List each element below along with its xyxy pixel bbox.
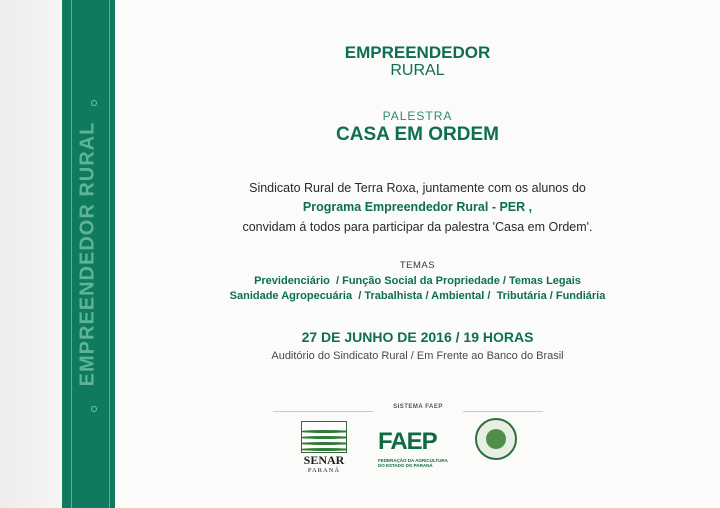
faep-subtitle: FEDERAÇÃO DA AGRICULTURA DO ESTADO DO PARANÁ	[378, 458, 448, 468]
senar-subtitle: PARANÁ	[307, 467, 341, 474]
faep-logo	[378, 428, 448, 468]
band-dot-bottom-icon	[91, 406, 97, 412]
event-kicker: PALESTRA	[382, 109, 453, 123]
background-panel	[0, 0, 62, 508]
senar-emblem-icon	[301, 421, 347, 453]
side-band-title: EMPREENDEDOR RURAL	[76, 121, 99, 387]
senar-name: SENAR	[303, 453, 345, 467]
topics-label: TEMAS	[399, 260, 436, 271]
band-line-right	[109, 0, 110, 508]
brand-subtitle: RURAL	[390, 62, 445, 79]
divider-left	[273, 411, 373, 412]
band-line-left	[71, 0, 72, 508]
senar-logo	[301, 421, 347, 477]
sistema-label: SISTEMA FAEP	[393, 404, 443, 410]
invitation-card	[115, 0, 720, 508]
topics-line-1: Previdenciário / Função Social da Propriedade / Temas Legais	[254, 275, 581, 287]
divider-right	[463, 411, 543, 412]
invitation-line-2: Programa Empreendedor Rural - PER ,	[302, 200, 533, 214]
seal-emblem-icon	[475, 418, 517, 460]
faep-name: FAEP	[378, 428, 437, 455]
seal-center-icon	[486, 429, 506, 449]
topics-line-2: Sanidade Agropecuária / Trabalhista / Ambiental / Tributária / Fundiária	[229, 290, 606, 302]
event-venue: Auditório do Sindicato Rural / Em Frente ao Banco do Brasil	[271, 350, 564, 362]
invitation-line-3: convidam á todos para participar da palestra 'Casa em Ordem'.	[242, 220, 593, 234]
event-title: CASA EM ORDEM	[336, 124, 499, 145]
band-dot-top-icon	[91, 100, 97, 106]
invitation-line-1: Sindicato Rural de Terra Roxa, juntamente com os alunos do	[249, 181, 586, 195]
event-date: 27 DE JUNHO DE 2016 / 19 HORAS	[301, 329, 534, 345]
brand-title: EMPREENDEDOR	[344, 43, 491, 62]
